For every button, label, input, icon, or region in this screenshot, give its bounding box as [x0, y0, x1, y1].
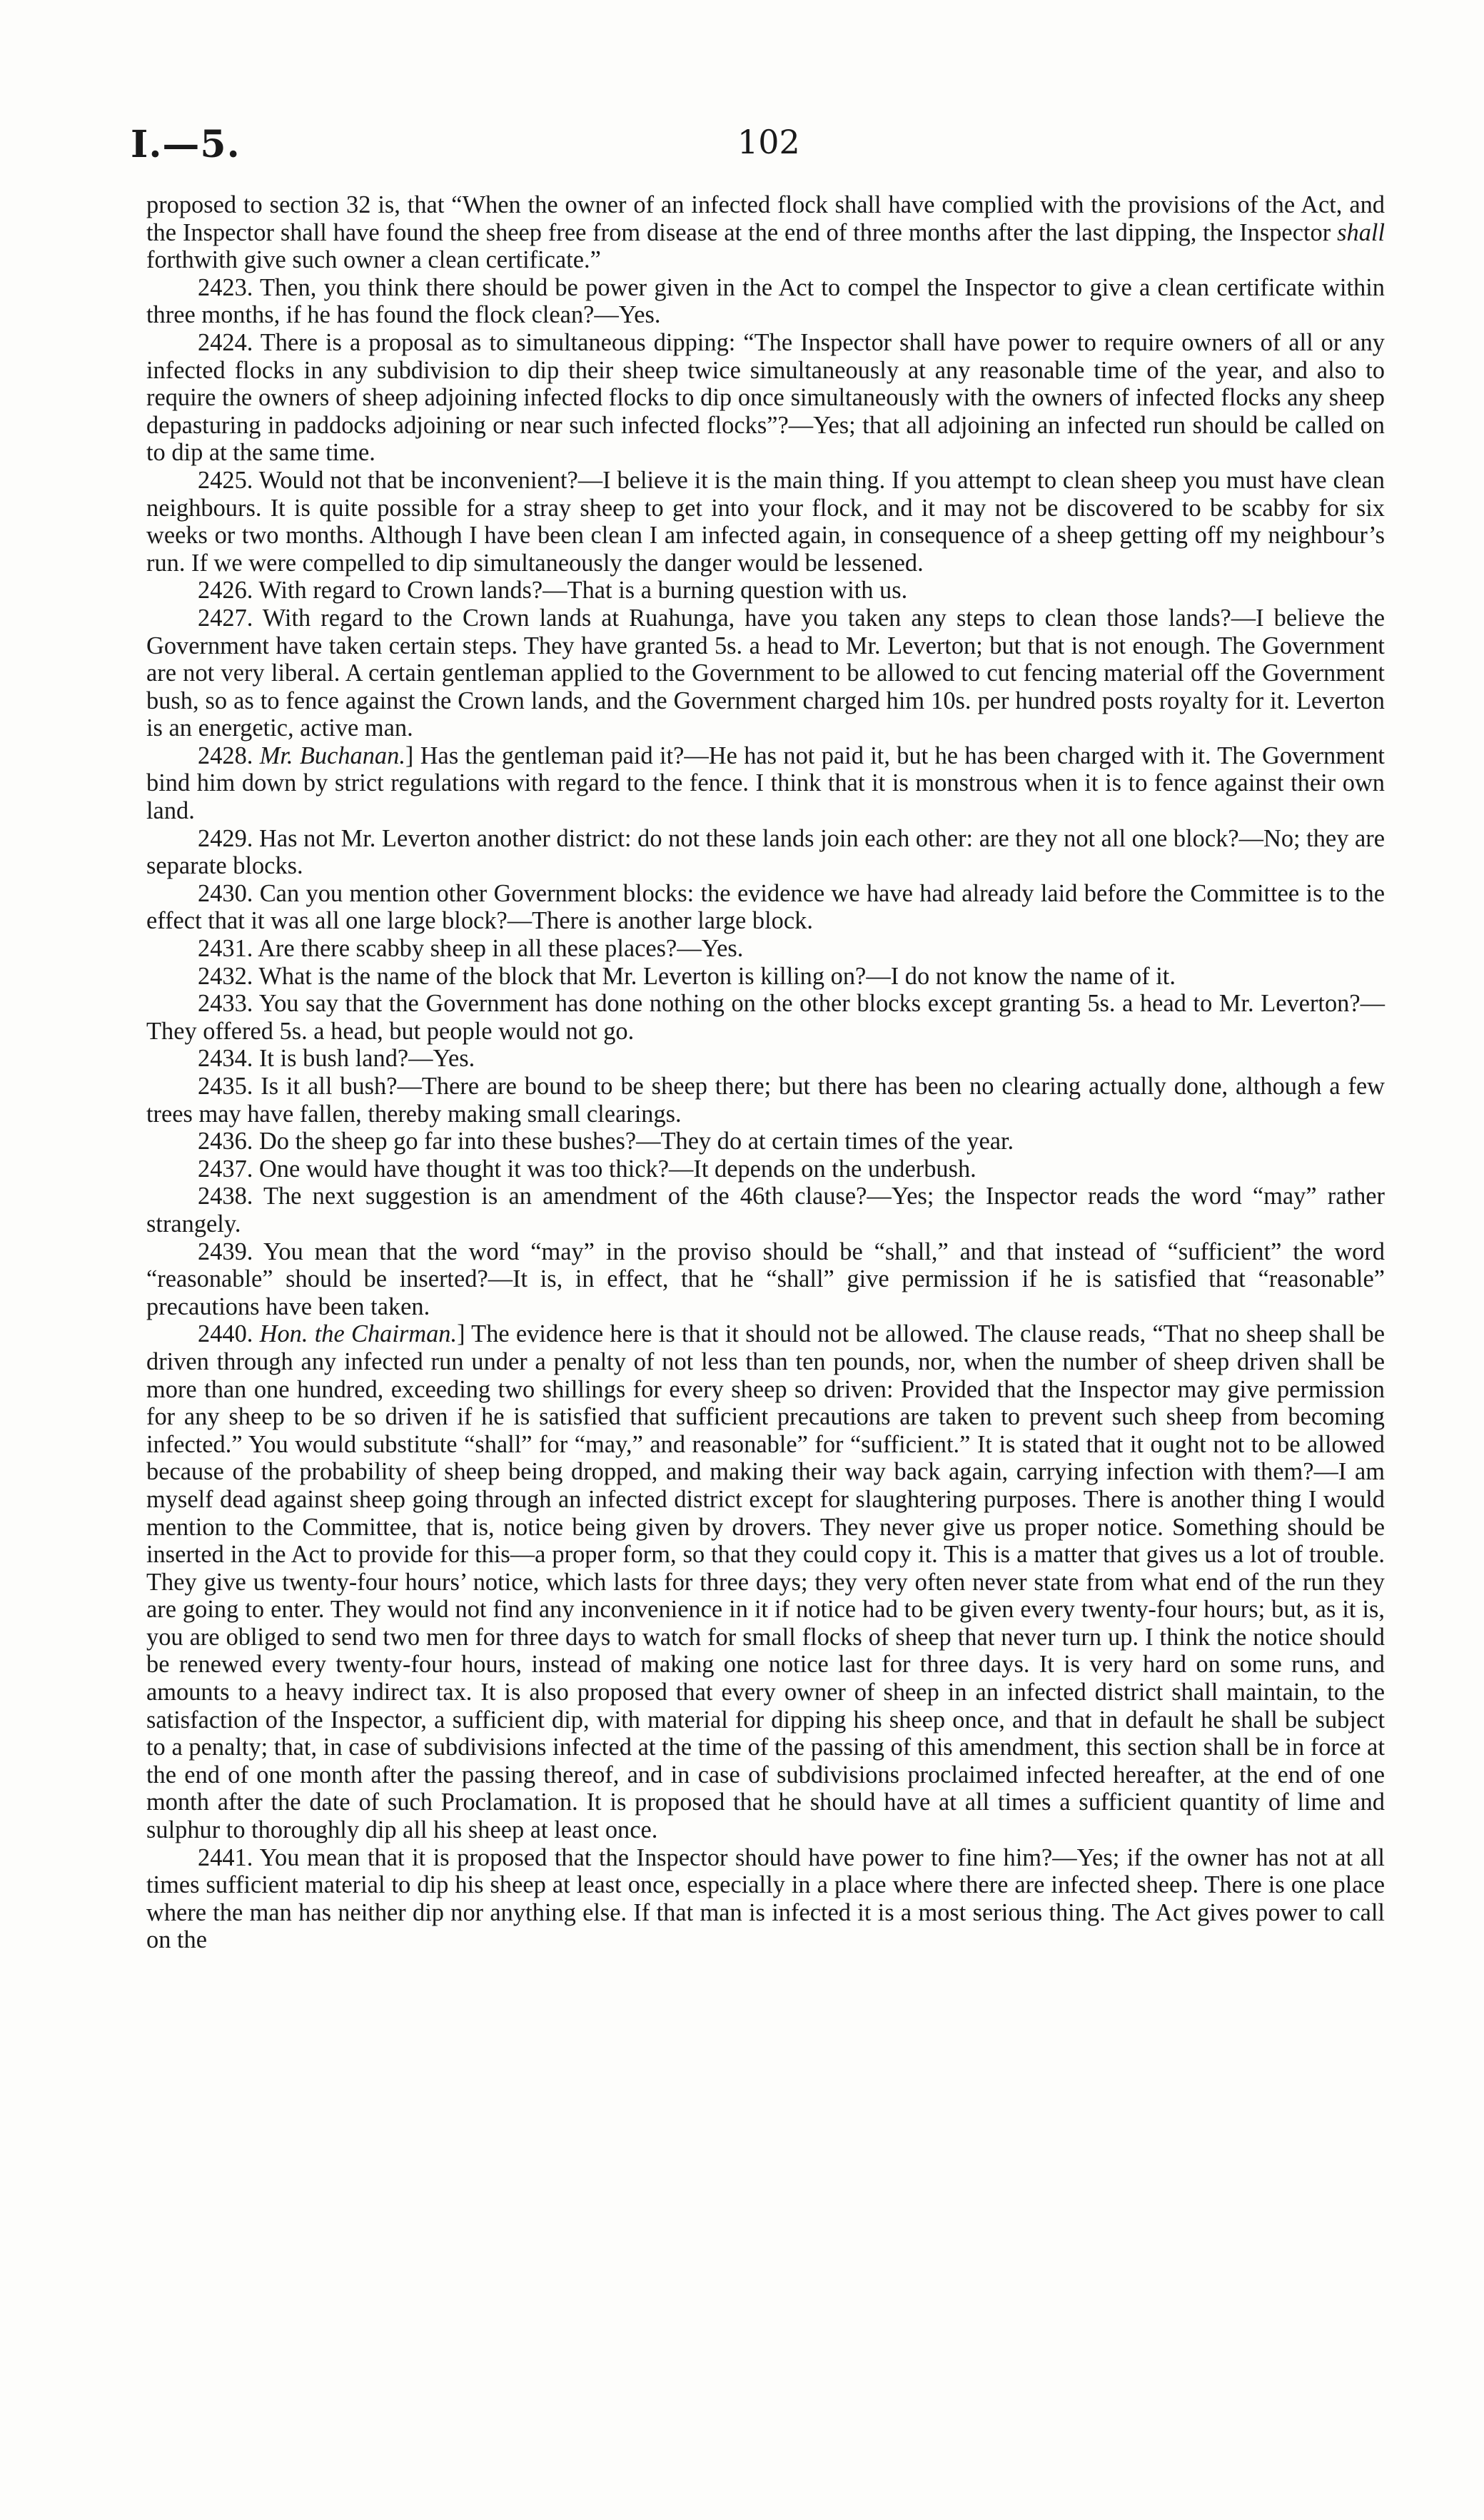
paragraph: [146, 990, 1385, 1045]
paragraph-text: 2435. Is it all bush?—There are bound to be sheep there; but there has been no clearing actually done, although a few trees may have fallen, thereby making small clearings.: [146, 1073, 1385, 1128]
paragraph-text: 2430. Can you mention other Government blocks: the evidence we have had already laid before the Committee is to the effect that it was all one large block?—There is another large block.: [146, 879, 1385, 935]
document-reference: I.—5.: [131, 123, 241, 166]
paragraph-text: 2433. You say that the Government has done nothing on the other blocks except granting 5s. a head to Mr. Leverton?—They offered 5s. a head, but people would not go.: [146, 990, 1385, 1045]
paragraph-text: 2437. One would have thought it was too thick?—It depends on the underbush.: [198, 1155, 976, 1183]
paragraph: [146, 1183, 1385, 1238]
paragraph-text: 2432. What is the name of the block that Mr. Leverton is killing on?—I do not know the name of it.: [198, 962, 1176, 990]
paragraph: [146, 467, 1385, 577]
paragraph: [146, 935, 1385, 963]
paragraph-text: 2441. You mean that it is proposed that the Inspector should have power to fine him?—Yes; if the owner has not at all times sufficient material to dip his sheep at least once, especially in a place where there are infected sheep. There is one place where the man has neither dip nor anything else. If that man is infected it is a most serious thing. The Act gives power to call on the: [146, 1843, 1385, 1954]
paragraph-text: 2436. Do the sheep go far into these bushes?—They do at certain times of the year.: [198, 1128, 1014, 1155]
paragraph-text: 2429. Has not Mr. Leverton another district: do not these lands join each other: are they not all one block?—No; they are separate blocks.: [146, 824, 1385, 880]
paragraph: [146, 963, 1385, 991]
paragraph: [146, 274, 1385, 329]
paragraph-text: 2431. Are there scabby sheep in all these places?—Yes.: [198, 935, 744, 963]
paragraph: [146, 1073, 1385, 1128]
italic-text: Hon. the Chairman.: [259, 1320, 458, 1348]
paragraph: [146, 1128, 1385, 1155]
paragraph: [146, 1045, 1385, 1073]
paragraph-text: 2427. With regard to the Crown lands at Ruahunga, have you taken any steps to clean those lands?—I believe the Government have taken certain steps. They have granted 5s. a head to Mr. Leverton; but that is not enough. The Government are not very liberal. A certain gentleman applied to the Government to be allowed to cut fencing material off the Government bush, so as to fence against the Crown lands, and the Government charged him 10s. per hundred posts royalty for it. Leverton is an energetic, active man.: [146, 604, 1385, 742]
italic-text: Mr. Buchanan.: [259, 742, 405, 769]
paragraph-text: 2440.: [198, 1320, 260, 1348]
paragraph-text: 2428.: [198, 742, 260, 769]
paragraph: [146, 1844, 1385, 1954]
paragraph-text: proposed to section 32 is, that “When the owner of an infected flock shall have complied with the provisions of the Act, and the Inspector shall have found the sheep free from disease at the end of three months after the last dipping, the Inspector: [146, 191, 1385, 246]
paragraph: [146, 329, 1385, 467]
paragraph: [146, 1238, 1385, 1321]
paragraph: [146, 604, 1385, 742]
paragraph-text: 2423. Then, you think there should be power given in the Act to compel the Inspector to give a clean certificate within three months, if he has found the flock clean?—Yes.: [146, 273, 1385, 329]
page-number: 102: [737, 123, 800, 161]
paragraph-text: 2426. With regard to Crown lands?—That is a burning question with us.: [198, 577, 908, 604]
paragraph: [146, 1320, 1385, 1843]
document-body: [146, 191, 1385, 1954]
paragraph: [146, 742, 1385, 825]
paragraph: [146, 880, 1385, 935]
paragraph-text: 2425. Would not that be inconvenient?—I believe it is the main thing. If you attempt to clean sheep you must have clean neighbours. It is quite possible for a stray sheep to get into your flock, and it may not be discovered to be scabby for six weeks or two months. Although I have been clean I am infected again, in consequence of a sheep getting off my neighbour’s run. If we were compelled to dip simultaneously the danger would be lessened.: [146, 466, 1385, 577]
paragraph: [146, 577, 1385, 604]
paragraph-text: ] Has the gentleman paid it?—He has not paid it, but he has been charged with it. The Government bind him down by strict regulations with regard to the fence. I think that it is monstrous when it is to fence against their own land.: [146, 742, 1385, 825]
paragraph-text: 2438. The next suggestion is an amendment of the 46th clause?—Yes; the Inspector reads the word “may” rather strangely.: [146, 1183, 1385, 1238]
paragraph-text: 2424. There is a proposal as to simultaneous dipping: “The Inspector shall have power to require owners of all or any infected flocks in any subdivision to dip their sheep twice simultaneously at any reasonable time of the year, and also to require the owners of sheep adjoining infected flocks to dip once simultaneously with the owners of infected flocks any sheep depasturing in paddocks adjoining or near such infected flocks”?—Yes; that all adjoining an infected run should be called on to dip at the same time.: [146, 328, 1385, 467]
paragraph: [146, 191, 1385, 274]
paragraph-text: forthwith give such owner a clean certificate.”: [146, 246, 601, 274]
paragraph-text: ] The evidence here is that it should not be allowed. The clause reads, “That no sheep shall be driven through any infected run under a penalty of not less than ten pounds, nor, when the number of sheep driven shall be more than one hundred, exceeding two shillings for every sheep so driven: Provided that the Inspector may give permission for any sheep to be so driven if he is satisfied that sufficient precautions are taken to prevent such sheep from becoming infected.” You would substitute “shall” for “may,” and reasonable” for “sufficient.” It is stated that it ought not to be allowed because of the probability of sheep being dropped, and making their way back again, carrying infection with them?—I am myself dead against sheep going through an infected district except for slaughtering purposes. There is another thing I would mention to the Committee, that is, notice being given by drovers. They never give us proper notice. Something should be inserted in the Act to provide for this—a proper form, so that they could copy it. This is a matter that gives us a lot of trouble. They give us twenty-four hours’ notice, which lasts for three days; they very often never state from what end of the run they are going to enter. They would not find any inconvenience in it if notice had to be given every twenty-four hours; but, as it is, you are obliged to send two men for three days to watch for small flocks of sheep that never turn up. I think the notice should be renewed every twenty-four hours, instead of making one notice last for three days. It is very hard on some runs, and amounts to a heavy indirect tax. It is also proposed that every owner of sheep in an infected district shall maintain, to the satisfaction of the Inspector, a sufficient dip, with material for dipping his sheep once, and that in default he shall be subject to a penalty; that, in case of subdivisions infected at the time of the passing of this amendment, this section shall be in force at the end of one month after the passing thereof, and in case of subdivisions proclaimed infected hereafter, at the end of one month after the date of such Proclamation. It is proposed that he should have at all times a sufficient quantity of lime and sulphur to thoroughly dip all his sheep at least once.: [146, 1320, 1385, 1844]
italic-text: shall: [1337, 218, 1385, 246]
paragraph-text: 2439. You mean that the word “may” in the proviso should be “shall,” and that instead of “sufficient” the word “reasonable” should be inserted?—It is, in effect, that he “shall” give permission if he is satisfied that “reasonable” precautions have been taken.: [146, 1238, 1385, 1320]
paragraph: [146, 1155, 1385, 1183]
paragraph: [146, 825, 1385, 880]
paragraph-text: 2434. It is bush land?—Yes.: [198, 1045, 475, 1073]
